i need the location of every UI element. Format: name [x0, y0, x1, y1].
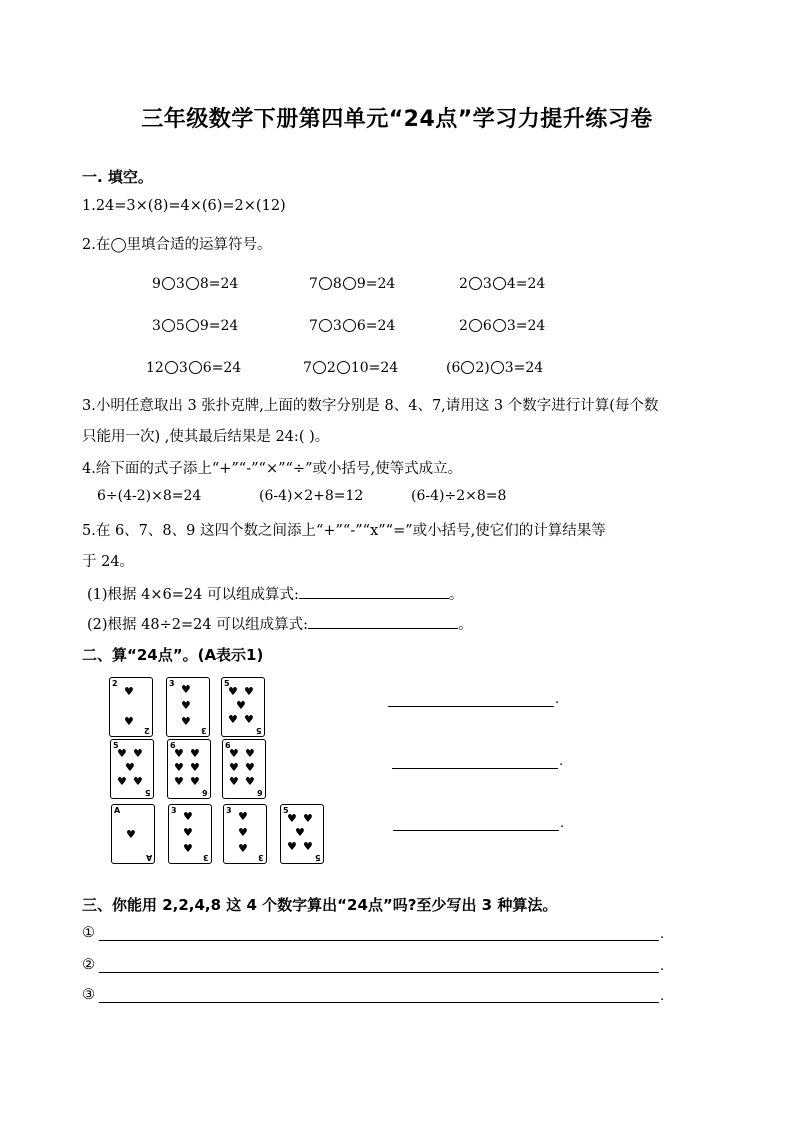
heart-icon: ♥ — [133, 775, 143, 788]
operator-circle-blank[interactable] — [491, 361, 504, 374]
card-rank: 5 — [113, 741, 119, 750]
playing-card — [223, 804, 267, 864]
playing-card — [280, 804, 324, 864]
card-rank: 2 — [112, 679, 118, 688]
heart-icon: ♥ — [303, 840, 313, 853]
playing-card — [111, 804, 155, 864]
card-rank: 3 — [258, 853, 264, 862]
card-rank: A — [145, 853, 152, 862]
playing-card — [109, 677, 153, 737]
operator-circle-blank[interactable] — [186, 319, 199, 332]
equation-number: 9 — [152, 276, 161, 292]
heart-icon: ♥ — [117, 747, 127, 760]
heart-icon: ♥ — [229, 747, 239, 760]
section2-answer-line-3[interactable] — [393, 830, 559, 831]
equation-number: (6 — [446, 360, 461, 376]
heart-icon: ♥ — [125, 761, 135, 774]
equation-number: 2) — [475, 360, 490, 376]
section3-marker-3: ③ — [82, 987, 95, 1003]
operator-circle-blank[interactable] — [469, 319, 482, 332]
card-rank: 5 — [315, 853, 321, 862]
card-rank: 3 — [169, 679, 175, 688]
heart-icon: ♥ — [238, 842, 248, 855]
section3-marker-1: ① — [82, 925, 95, 941]
operator-equation — [152, 318, 238, 334]
operator-circle-blank[interactable] — [461, 361, 474, 374]
heart-icon: ♥ — [174, 775, 184, 788]
card-rank: 3 — [203, 853, 209, 862]
heart-icon: ♥ — [190, 775, 200, 788]
q5-sub2-label: (2)根据 48÷2=24 可以组成算式: — [87, 617, 309, 633]
equation-number: 3 — [482, 276, 492, 292]
heart-icon: ♥ — [238, 826, 248, 839]
heart-icon: ♥ — [287, 812, 297, 825]
section2-heading: 二、算“24点”。(A表示1) — [82, 646, 264, 664]
q5-sub2-answer-line[interactable] — [308, 628, 458, 629]
q5-sub1-label: (1)根据 4×6=24 可以组成算式: — [87, 587, 299, 603]
heart-icon: ♥ — [126, 828, 136, 841]
operator-circle-blank[interactable] — [162, 319, 175, 332]
equation-number: 7 — [309, 318, 318, 334]
equation-number: 6=24 — [356, 318, 396, 334]
section2-dot-2: . — [559, 754, 564, 769]
equation-number: 5 — [175, 318, 185, 334]
section2-dot-3: . — [560, 816, 565, 831]
heart-icon: ♥ — [245, 747, 255, 760]
heart-icon: ♥ — [183, 826, 193, 839]
operator-circle-blank[interactable] — [319, 277, 332, 290]
q5-sub1-period: 。 — [448, 587, 464, 603]
equation-number: 3 — [332, 318, 342, 334]
equation-number: 3=24 — [504, 360, 544, 376]
heart-icon: ♥ — [181, 715, 191, 728]
section3-heading: 三、你能用 2,2,4,8 这 4 个数字算出“24点”吗?至少写出 3 种算法。 — [82, 896, 558, 914]
section3-dot-2: . — [660, 959, 665, 974]
q5-sub1-answer-line[interactable] — [299, 598, 449, 599]
heart-icon: ♥ — [229, 775, 239, 788]
operator-circle-blank[interactable] — [343, 277, 356, 290]
card-rank: 6 — [225, 741, 231, 750]
equation-number: 3 — [152, 318, 161, 334]
section3-dot-1: . — [660, 927, 665, 942]
operator-circle-blank[interactable] — [189, 361, 202, 374]
section3-answer-line-3[interactable] — [99, 1002, 659, 1003]
operator-circle-blank[interactable] — [337, 361, 350, 374]
heart-icon: ♥ — [238, 810, 248, 823]
equation-number: 2 — [326, 360, 336, 376]
playing-card — [166, 677, 210, 737]
heart-icon: ♥ — [174, 761, 184, 774]
section2-answer-line-1[interactable] — [388, 706, 554, 707]
equation-number: 4=24 — [506, 276, 546, 292]
card-rank: 5 — [256, 726, 262, 735]
operator-circle-blank[interactable] — [493, 319, 506, 332]
operator-circle-blank[interactable] — [186, 277, 199, 290]
equation-number: 7 — [303, 360, 312, 376]
heart-icon: ♥ — [174, 747, 184, 760]
equation-number: 3=24 — [506, 318, 546, 334]
card-rank: 2 — [144, 726, 150, 735]
heart-icon: ♥ — [117, 775, 127, 788]
q4-text: 4.给下面的式子添上“+”“-”“×”“÷”或小括号,使等式成立。 — [82, 461, 463, 477]
equation-number: 12 — [146, 360, 164, 376]
operator-equation — [309, 276, 395, 292]
equation-number: 9=24 — [356, 276, 396, 292]
q2-text: 2.在◯里填合适的运算符号。 — [82, 237, 272, 253]
q4-expr-2: (6-4)×2+8=12 — [259, 488, 364, 504]
equation-number: 2 — [459, 318, 468, 334]
heart-icon: ♥ — [244, 685, 254, 698]
q3-line2: 只能用一次) ,使其最后结果是 24:( )。 — [82, 429, 330, 445]
page-title: 三年级数学下册第四单元“24点”学习力提升练习卷 — [141, 107, 653, 132]
operator-circle-blank[interactable] — [343, 319, 356, 332]
heart-icon: ♥ — [236, 699, 246, 712]
q4-expr-1: 6÷(4-2)×8=24 — [97, 488, 202, 504]
operator-circle-blank[interactable] — [493, 277, 506, 290]
operator-equation — [303, 360, 398, 376]
playing-card — [168, 804, 212, 864]
operator-circle-blank[interactable] — [165, 361, 178, 374]
section3-dot-3: . — [660, 989, 665, 1004]
section2-dot-1: . — [555, 692, 560, 707]
equation-number: 2 — [459, 276, 468, 292]
heart-icon: ♥ — [295, 826, 305, 839]
equation-number: 3 — [175, 276, 185, 292]
heart-icon: ♥ — [190, 761, 200, 774]
operator-circle-blank[interactable] — [469, 277, 482, 290]
equation-number: 8 — [332, 276, 342, 292]
card-rank: 3 — [171, 806, 177, 815]
equation-number: 10=24 — [350, 360, 399, 376]
card-rank: 3 — [201, 726, 207, 735]
card-rank: 5 — [224, 679, 230, 688]
playing-card — [221, 677, 265, 737]
section3-marker-2: ② — [82, 957, 95, 973]
heart-icon: ♥ — [183, 810, 193, 823]
card-rank: 6 — [170, 741, 176, 750]
equation-number: 3 — [178, 360, 188, 376]
card-rank: A — [114, 806, 121, 815]
section3-answer-line-1[interactable] — [99, 940, 659, 941]
playing-card — [167, 739, 211, 799]
heart-icon: ♥ — [181, 699, 191, 712]
card-rank: 6 — [257, 788, 263, 797]
operator-equation — [446, 360, 543, 376]
heart-icon: ♥ — [133, 747, 143, 760]
heart-icon: ♥ — [124, 685, 134, 698]
section2-answer-line-2[interactable] — [392, 768, 558, 769]
q3-line1: 3.小明任意取出 3 张扑克牌,上面的数字分别是 8、4、7,请用这 3 个数字进行计算(每个数 — [82, 398, 659, 414]
heart-icon: ♥ — [190, 747, 200, 760]
card-rank: 3 — [226, 806, 232, 815]
heart-icon: ♥ — [229, 761, 239, 774]
equation-number: 8=24 — [199, 276, 239, 292]
operator-circle-blank[interactable] — [313, 361, 326, 374]
q5-line1: 5.在 6、7、8、9 这四个数之间添上“+”“-”“x”“=”或小括号,使它们的计算结果等 — [82, 523, 606, 539]
equation-number: 7 — [309, 276, 318, 292]
operator-circle-blank[interactable] — [319, 319, 332, 332]
card-rank: 5 — [145, 788, 151, 797]
heart-icon: ♥ — [287, 840, 297, 853]
section3-answer-line-2[interactable] — [99, 972, 659, 973]
section1-heading: 一. 填空。 — [82, 168, 153, 186]
operator-equation — [146, 360, 241, 376]
card-rank: 6 — [202, 788, 208, 797]
operator-equation — [459, 276, 545, 292]
q5-sub2-period: 。 — [458, 617, 473, 633]
card-rank: 5 — [283, 806, 289, 815]
heart-icon: ♥ — [228, 685, 238, 698]
equation-number: 9=24 — [199, 318, 239, 334]
heart-icon: ♥ — [245, 775, 255, 788]
heart-icon: ♥ — [228, 713, 238, 726]
equation-number: 6 — [482, 318, 492, 334]
heart-icon: ♥ — [183, 842, 193, 855]
playing-card — [222, 739, 266, 799]
q5-sub2 — [87, 613, 473, 634]
q4-expr-3: (6-4)÷2×8=8 — [411, 488, 507, 504]
operator-equation — [152, 276, 238, 292]
operator-circle-blank[interactable] — [162, 277, 175, 290]
q5-sub1 — [87, 583, 463, 604]
equation-number: 6=24 — [202, 360, 242, 376]
heart-icon: ♥ — [124, 715, 134, 728]
playing-card — [110, 739, 154, 799]
heart-icon: ♥ — [181, 683, 191, 696]
heart-icon: ♥ — [245, 761, 255, 774]
heart-icon: ♥ — [303, 812, 313, 825]
q1-text: 1.24=3×(8)=4×(6)=2×(12) — [82, 198, 286, 214]
heart-icon: ♥ — [244, 713, 254, 726]
q5-line2: 于 24。 — [82, 554, 135, 570]
operator-equation — [309, 318, 395, 334]
operator-equation — [459, 318, 545, 334]
